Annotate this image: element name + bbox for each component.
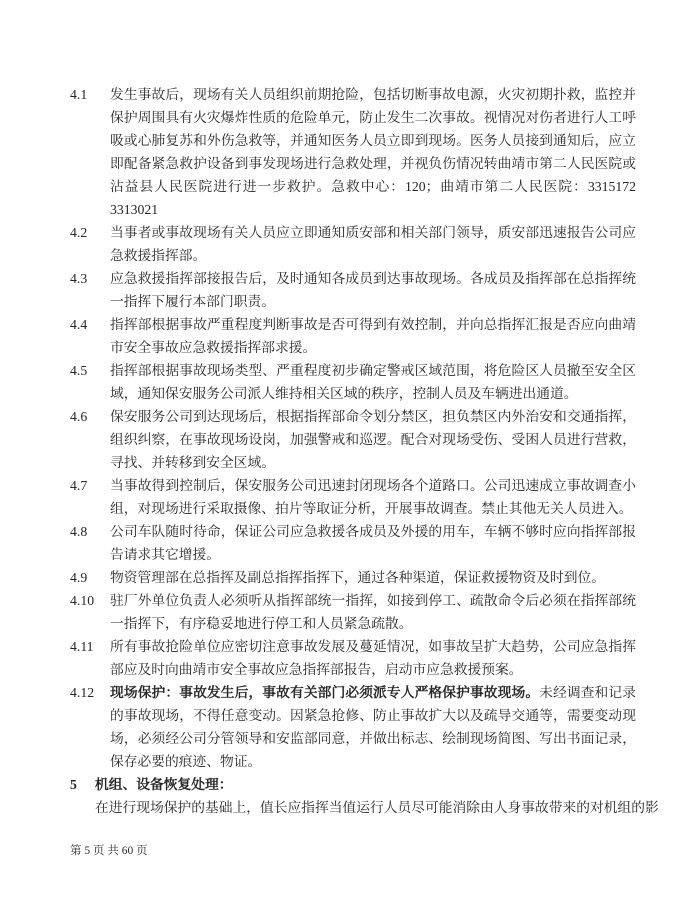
clause-4-3	[70, 267, 636, 313]
section-5-heading	[70, 773, 636, 796]
clause-text: 发生事故后，现场有关人员组织前期抢险，包括切断事故电源，火灾初期扑救，监控并保护周围具有火灾爆炸性质的危险单元，防止发生二次事故。视情况对伤者进行人工呼吸或心肺复苏和外伤急救等，并通知医务人员立即到现场。医务人员接到通知后，应立即配备紧急救护设备到事发现场进行急救处理，并视负伤情况转曲靖市第二人民医院或沾益县人民医院进行进一步救护。急救中心：120；曲靖市第二人民医院：3315172 3313021	[110, 87, 636, 217]
clause-text: 公司车队随时待命，保证公司应急救援各成员及外援的用车，车辆不够时应向指挥部报告请求其它增援。	[110, 524, 636, 562]
clause-rest: 未经调查和记录的事故现场，不得任意变动。因紧急抢修、防止事故扩大以及疏导交通等，需要变动现场，必须经公司分管领导和安监部同意，并做出标志、绘制现场简图、写出书面记录，保存必要的痕迹、物证。	[110, 685, 636, 769]
clause-number: 4.3	[70, 271, 88, 286]
clause-number: 4.8	[70, 524, 88, 539]
section-title: 机组、设备恢复处理：	[95, 777, 233, 792]
section-5-paragraph: 在进行现场保护的基础上，值长应指挥当值运行人员尽可能消除由人身事故带来的对机组的影	[95, 800, 659, 815]
clause-text: 所有事故抢险单位应密切注意事故发展及蔓延情况，如事故呈扩大趋势，公司应急指挥部应及时向曲靖市安全事故应急指挥部报告，启动市应急救援预案。	[110, 639, 636, 677]
clause-text: 指挥部根据事故严重程度判断事故是否可得到有效控制，并向总指挥汇报是否应向曲靖市安全事故应急救援指挥部求援。	[110, 317, 636, 355]
clause-4-8	[70, 520, 636, 566]
clause-number: 4.4	[70, 317, 88, 332]
clause-text: 指挥部根据事故现场类型、严重程度初步确定警戒区域范围，将危险区人员撤至安全区域，通知保安服务公司派人维持相关区域的秩序，控制人员及车辆进出通道。	[110, 363, 636, 401]
clause-text: 保安服务公司到达现场后，根据指挥部命令划分禁区，担负禁区内外治安和交通指挥，组织纠察，在事故现场设岗，加强警戒和巡逻。配合对现场受伤、受困人员进行营救，寻找、并转移到安全区域。	[110, 409, 636, 470]
clause-4-4	[70, 313, 636, 359]
clause-4-1	[70, 83, 636, 221]
clause-number: 4.5	[70, 363, 88, 378]
clause-text: 应急救援指挥部接报告后，及时通知各成员到达事故现场。各成员及指挥部在总指挥统一指挥下履行本部门职责。	[110, 271, 636, 309]
clause-number: 4.7	[70, 478, 88, 493]
clause-number: 4.12	[70, 685, 95, 700]
clause-text: 当事者或事故现场有关人员应立即通知质安部和相关部门领导，质安部迅速报告公司应急救援指挥部。	[110, 225, 636, 263]
clause-4-10	[70, 589, 636, 635]
document-body	[70, 83, 659, 819]
section-number: 5	[70, 777, 77, 792]
clause-text: 物资管理部在总指挥及副总指挥指挥下，通过各种渠道，保证救援物资及时到位。	[110, 570, 606, 585]
clause-4-12	[70, 681, 636, 773]
page-number-label: 第 5 页 共 60 页	[70, 845, 148, 857]
clause-number: 4.2	[70, 225, 88, 240]
page-footer	[70, 843, 148, 859]
clause-number: 4.6	[70, 409, 88, 424]
clause-4-2	[70, 221, 636, 267]
clause-4-7	[70, 474, 636, 520]
clause-number: 4.1	[70, 87, 88, 102]
clause-text: 驻厂外单位负责人必须听从指挥部统一指挥，如接到停工、疏散命令后必须在指挥部统一指挥下，有序稳妥地进行停工和人员紧急疏散。	[110, 593, 636, 631]
clause-number: 4.11	[70, 639, 94, 654]
clause-4-5	[70, 359, 636, 405]
clause-4-9	[70, 566, 636, 589]
clause-text: 当事故得到控制后，保安服务公司迅速封闭现场各个道路口。公司迅速成立事故调查小组，对现场进行采取摄像、拍片等取证分析，开展事故调查。禁止其他无关人员进入。	[110, 478, 636, 516]
clause-4-6	[70, 405, 636, 474]
clause-bold-lead: 现场保护：事故发生后，事故有关部门必须派专人严格保护事故现场。	[110, 685, 540, 700]
clause-text	[110, 681, 636, 773]
clause-4-11	[70, 635, 636, 681]
clause-number: 4.9	[70, 570, 88, 585]
clause-number: 4.10	[70, 593, 95, 608]
